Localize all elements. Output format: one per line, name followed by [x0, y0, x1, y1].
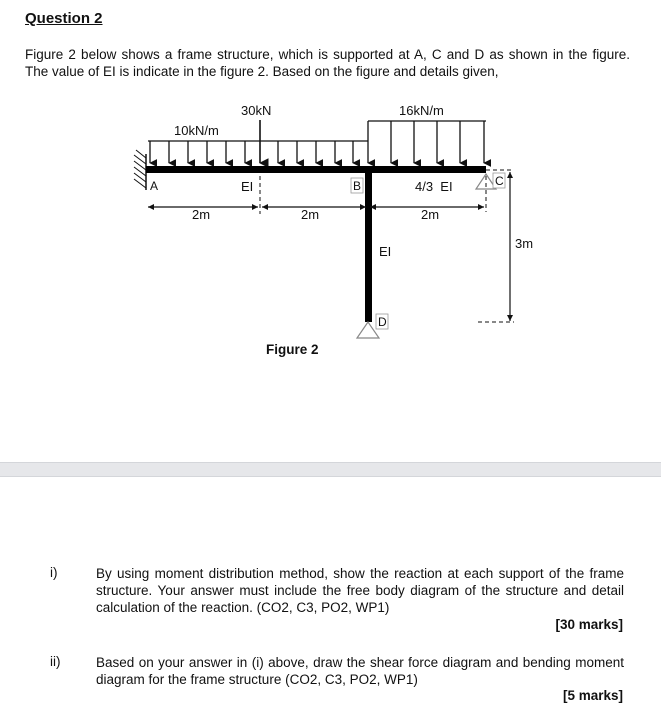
- question-intro: Figure 2 below shows a frame structure, which is supported at A, C and D as shown in the figure. The value of EI is indicate in the figure 2. Based on the figure and details given,: [25, 47, 630, 79]
- node-c-label: C: [495, 174, 504, 188]
- part-i-marks: [30 marks]: [555, 617, 623, 632]
- udl-left-label: 10kN/m: [174, 123, 219, 138]
- beam-a-c: [146, 166, 486, 173]
- part-ii-marks: [5 marks]: [562, 688, 623, 703]
- udl-right-label: 16kN/m: [399, 103, 444, 118]
- height-label: 3m: [515, 236, 534, 251]
- question-title: Question 2: [25, 10, 103, 27]
- part-ii-number: ii): [50, 654, 61, 669]
- fixed-support-a: [134, 150, 146, 190]
- span2-label: 2m: [301, 207, 320, 222]
- part-i-number: i): [50, 565, 58, 580]
- part-ii-text: Based on your answer in (i) above, draw the shear force diagram and bending moment diagram for the frame structure (CO2, C3, PO2, WP1): [96, 655, 624, 687]
- udl-left-arrows: [148, 141, 368, 163]
- node-a-label: A: [150, 179, 159, 193]
- span3-label: 2m: [421, 207, 440, 222]
- section-divider: [0, 462, 661, 477]
- column-b-d: [365, 166, 372, 322]
- udl-right-arrows: [368, 121, 486, 163]
- stiffness-bc-label: 4/3 EI: [415, 179, 453, 194]
- point-load-label: 30kN: [241, 103, 272, 118]
- node-d-label: D: [378, 315, 387, 329]
- figure-caption: Figure 2: [266, 342, 319, 357]
- stiffness-ab-label: EI: [241, 179, 254, 194]
- node-b-label: B: [353, 179, 362, 193]
- span1-label: 2m: [192, 207, 211, 222]
- part-i-text: By using moment distribution method, show the reaction at each support of the frame structure. Your answer must include the free body diagram of the structure and detail calculation of the reaction. (CO2, C3, PO2, WP1): [96, 566, 624, 615]
- stiffness-bd-label: EI: [379, 244, 392, 259]
